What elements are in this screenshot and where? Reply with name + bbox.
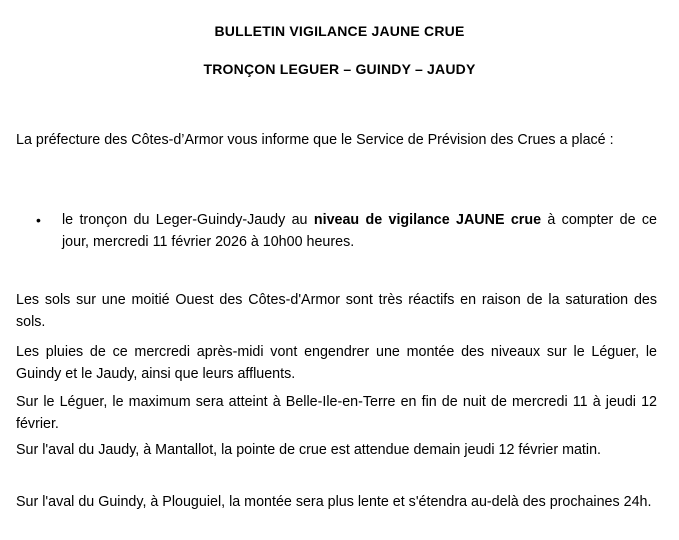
bullet-text-before: le tronçon du Leger-Guindy-Jaudy au [62, 212, 314, 228]
vigilance-level-emphasis: niveau de vigilance JAUNE crue [313, 212, 542, 228]
paragraph-leguer: Sur le Léguer, le maximum sera atteint à Belle-Ile-en-Terre en fin de nuit de mercredi 11 à jeudi 12 février. [16, 394, 657, 432]
paragraph-rain: Les pluies de ce mercredi après-midi vont engendrer une montée des niveaux sur le Léguer, le Guindy et le Jaudy, ainsi que leurs affluents. [16, 344, 657, 382]
bullet-marker: • [36, 212, 41, 228]
paragraph-guindy: Sur l'aval du Guindy, à Plouguiel, la montée sera plus lente et s'étendra au-delà des prochaines 24h. [16, 494, 652, 510]
paragraph-soils: Les sols sur une moitié Ouest des Côtes-d'Armor sont très réactifs en raison de la saturation des sols. [16, 292, 657, 330]
intro-paragraph: La préfecture des Côtes-d’Armor vous informe que le Service de Prévision des Crues a placé : [16, 132, 614, 148]
bullet-text-after: à compter de ce jour, mercredi 11 février 2026 à 10h00 heures. [62, 212, 657, 250]
bulletin-subtitle: TRONÇON LEGUER – GUINDY – JAUDY [203, 61, 476, 77]
bulletin-title: BULLETIN VIGILANCE JAUNE CRUE [214, 23, 465, 39]
bullet-text [62, 209, 657, 253]
paragraph-jaudy: Sur l'aval du Jaudy, à Mantallot, la pointe de crue est attendue demain jeudi 12 février matin. [16, 442, 602, 458]
